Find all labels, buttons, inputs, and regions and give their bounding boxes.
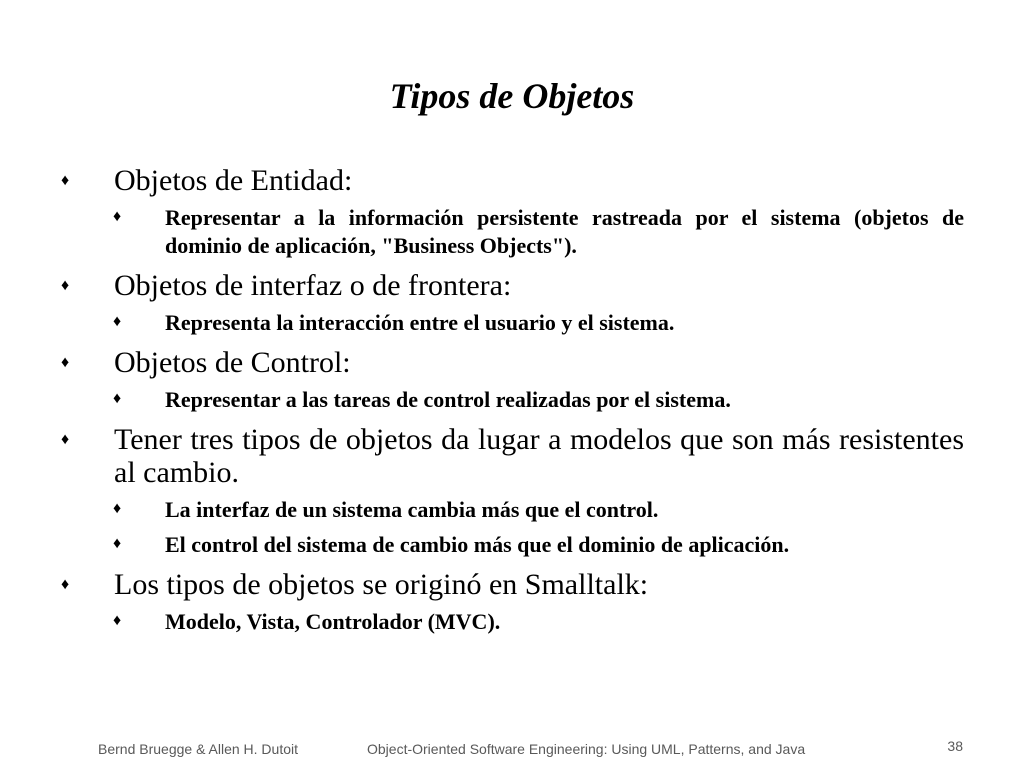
sub-bullet-item: [0, 309, 1024, 337]
diamond-bullet-icon: ♦: [113, 500, 122, 517]
diamond-bullet-icon: ♦: [113, 313, 122, 330]
sub-bullet-text: Representar a la información persistente rastreada por el sistema (objetos de dominio de aplicación, "Business Objects").: [165, 205, 964, 258]
diamond-bullet-icon: ♦: [61, 431, 70, 448]
diamond-bullet-icon: ♦: [113, 208, 122, 225]
sub-bullet-item: [0, 204, 1024, 260]
diamond-bullet-icon: ♦: [113, 612, 122, 629]
sub-bullet-text: Representar a las tareas de control realizadas por el sistema.: [165, 387, 731, 412]
bullet-item-control-objects: [0, 346, 1024, 379]
slide-title: Tipos de Objetos: [389, 76, 635, 116]
bullet-text: Objetos de Entidad:: [114, 164, 353, 197]
bullet-text: Tener tres tipos de objetos da lugar a modelos que son más resistentes al cambio.: [114, 423, 964, 489]
sub-bullet-text: La interfaz de un sistema cambia más que el control.: [165, 497, 659, 522]
sub-bullet-item: [0, 531, 1024, 559]
sub-bullet-text: El control del sistema de cambio más que el dominio de aplicación.: [165, 532, 790, 557]
slide-footer: [0, 738, 1024, 762]
sub-bullet-text: Modelo, Vista, Controlador (MVC).: [165, 609, 501, 634]
diamond-bullet-icon: ♦: [61, 354, 70, 371]
bullet-text: Los tipos de objetos se originó en Smalltalk:: [114, 568, 649, 601]
footer-book-title: Object-Oriented Software Engineering: Using UML, Patterns, and Java: [367, 741, 806, 757]
sub-bullet-item: [0, 386, 1024, 414]
footer-authors: Bernd Bruegge & Allen H. Dutoit: [98, 741, 299, 757]
bullet-text: Objetos de Control:: [114, 346, 351, 379]
sub-bullet-text: Representa la interacción entre el usuario y el sistema.: [165, 310, 675, 335]
bullet-list: [0, 160, 1024, 636]
bullet-item-entity-objects: [0, 164, 1024, 197]
bullet-item-interface-objects: [0, 269, 1024, 302]
diamond-bullet-icon: ♦: [113, 535, 122, 552]
sub-bullet-item: [0, 496, 1024, 524]
bullet-item-three-types: [0, 423, 1024, 489]
sub-bullet-item: [0, 608, 1024, 636]
diamond-bullet-icon: ♦: [61, 576, 70, 593]
diamond-bullet-icon: ♦: [61, 172, 70, 189]
diamond-bullet-icon: ♦: [113, 390, 122, 407]
bullet-text: Objetos de interfaz o de frontera:: [114, 269, 512, 302]
page-number: 38: [947, 738, 963, 754]
bullet-item-smalltalk-origin: [0, 568, 1024, 601]
diamond-bullet-icon: ♦: [61, 277, 70, 294]
